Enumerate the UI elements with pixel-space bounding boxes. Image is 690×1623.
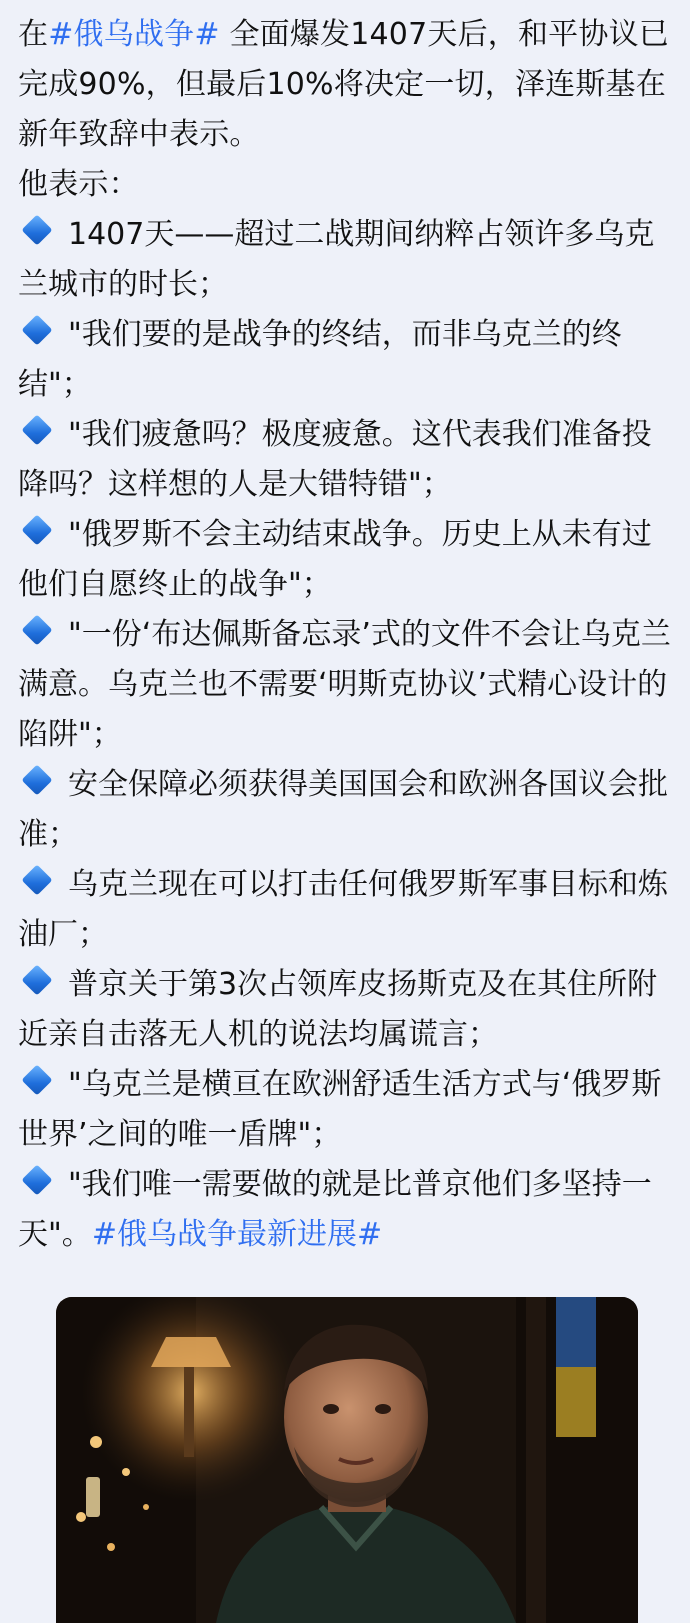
blue-diamond-icon xyxy=(21,214,52,245)
hashtag-latest-progress[interactable]: #俄乌战争最新进展# xyxy=(91,1217,383,1252)
list-item xyxy=(18,510,674,610)
list-item-text: "一份‘布达佩斯备忘录’式的文件不会让乌克兰满意。乌克兰也不需要‘明斯克协议’式精心设计的陷阱"； xyxy=(18,617,671,752)
blue-diamond-icon xyxy=(21,1164,52,1195)
list-item xyxy=(18,1160,674,1260)
list-item-text: 1407天——超过二战期间纳粹占领许多乌克兰城市的时长； xyxy=(18,217,655,302)
list-item-text: 普京关于第3次占领库皮扬斯克及在其住所附近亲自击落无人机的说法均属谎言； xyxy=(18,967,658,1052)
list-item xyxy=(18,860,674,960)
list-item-text: "乌克兰是横亘在欧洲舒适生活方式与‘俄罗斯世界’之间的唯一盾牌"； xyxy=(18,1067,662,1152)
list-item-text: 乌克兰现在可以打击任何俄罗斯军事目标和炼油厂； xyxy=(18,867,668,952)
list-item xyxy=(18,610,674,760)
post-intro xyxy=(18,10,674,160)
list-item-text: "我们疲惫吗？极度疲惫。这代表我们准备投降吗？这样想的人是大错特错"； xyxy=(18,417,652,502)
speaker-photo xyxy=(56,1297,638,1623)
post-image[interactable] xyxy=(56,1297,638,1623)
list-item xyxy=(18,1060,674,1160)
blue-diamond-icon xyxy=(21,514,52,545)
quote-list xyxy=(18,210,674,1260)
list-item xyxy=(18,760,674,860)
blue-diamond-icon xyxy=(21,314,52,345)
list-item xyxy=(18,210,674,310)
intro-text: 全面爆发1407天后，和平协议已完成90%，但最后10%将决定一切，泽连斯基在新年致辞中表示。 xyxy=(18,17,669,152)
list-item-text: 安全保障必须获得美国国会和欧洲各国议会批准； xyxy=(18,767,668,852)
blue-diamond-icon xyxy=(21,614,52,645)
blue-diamond-icon xyxy=(21,764,52,795)
blue-diamond-icon xyxy=(21,1064,52,1095)
list-item xyxy=(18,960,674,1060)
blue-diamond-icon xyxy=(21,414,52,445)
list-item-text: "我们唯一需要做的就是比普京他们多坚持一天"。 xyxy=(18,1167,652,1252)
blue-diamond-icon xyxy=(21,964,52,995)
list-item-text: "我们要的是战争的终结，而非乌克兰的终结"； xyxy=(18,317,622,402)
list-item-text: "俄罗斯不会主动结束战争。历史上从未有过他们自愿终止的战争"； xyxy=(18,517,652,602)
blue-diamond-icon xyxy=(21,864,52,895)
list-item xyxy=(18,410,674,510)
post-intro-says: 他表示： xyxy=(18,167,139,202)
intro-prefix: 在 xyxy=(18,17,49,52)
list-item xyxy=(18,310,674,410)
hashtag-war[interactable]: #俄乌战争# xyxy=(48,17,220,52)
